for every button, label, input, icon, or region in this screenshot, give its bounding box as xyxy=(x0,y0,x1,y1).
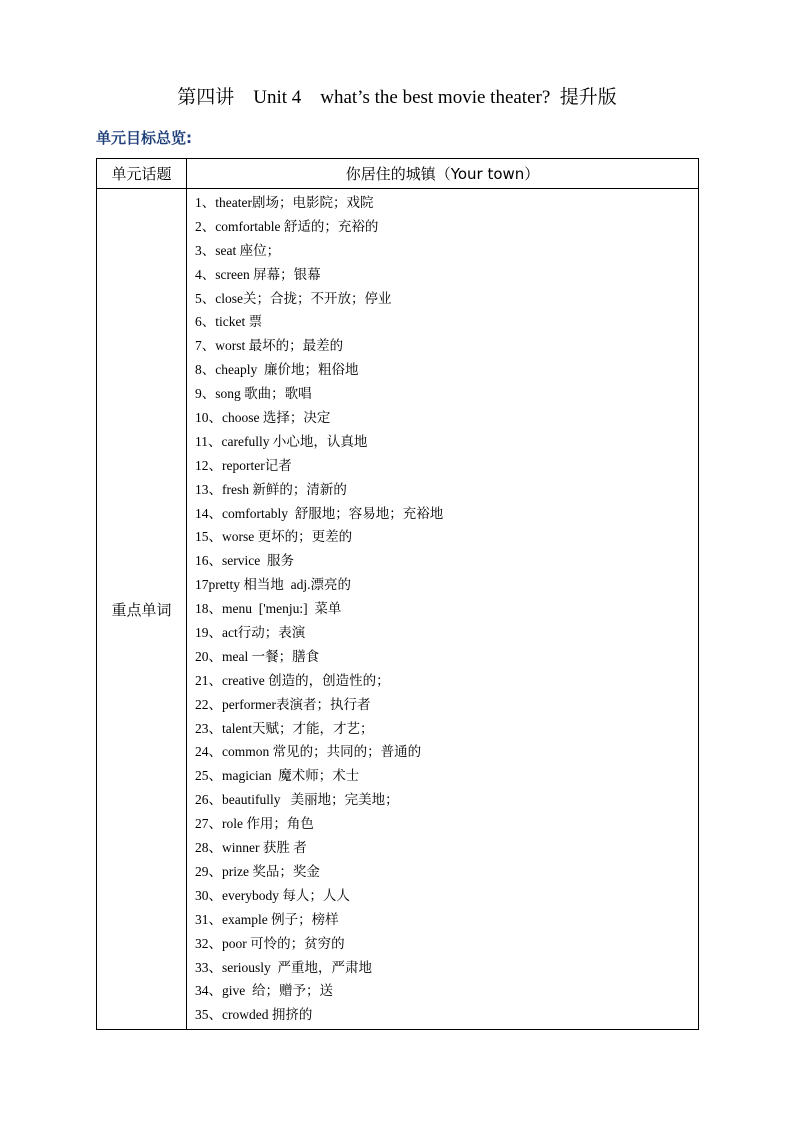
vocab-item: 23、talent天赋；才能，才艺； xyxy=(195,720,374,736)
vocab-item: 13、fresh 新鲜的；清新的 xyxy=(195,481,347,497)
vocab-item: 18、menu ['menju:] 菜单 xyxy=(195,601,342,617)
vocab-item: 15、worse 更坏的；更差的 xyxy=(195,529,353,545)
vocab-item: 27、role 作用；角色 xyxy=(195,816,314,832)
unit-overview-table xyxy=(96,158,699,1030)
topic-content-cell: 你居住的城镇（Your town） xyxy=(187,159,699,189)
vocab-item: 10、choose 选择；决定 xyxy=(195,410,331,426)
vocab-label-cell: 重点单词 xyxy=(97,189,187,1030)
topic-label-cell: 单元话题 xyxy=(97,159,187,189)
section-heading: 单元目标总览: xyxy=(96,129,192,147)
vocab-item: 21、creative 创造的，创造性的； xyxy=(195,672,390,688)
vocab-item: 25、magician 魔术师；术士 xyxy=(195,768,360,784)
vocab-item: 9、song 歌曲；歌唱 xyxy=(195,386,312,402)
vocab-item: 31、example 例子；榜样 xyxy=(195,911,339,927)
vocab-item: 11、carefully 小心地，认真地 xyxy=(195,433,368,449)
vocab-item: 28、winner 获胜 者 xyxy=(195,840,307,856)
vocab-item: 12、reporter记者 xyxy=(195,457,292,473)
vocab-item: 34、give 给；赠予；送 xyxy=(195,983,333,999)
vocab-item: 3、seat 座位； xyxy=(195,242,281,258)
vocab-item: 2、comfortable 舒适的；充裕的 xyxy=(195,218,379,234)
vocab-item: 17pretty 相当地 adj.漂亮的 xyxy=(195,577,351,593)
vocab-item: 4、screen 屏幕；银幕 xyxy=(195,266,321,282)
vocab-list xyxy=(187,189,698,1029)
page-title: 第四讲 Unit 4 what’s the best movie theater? 提升版 xyxy=(177,87,617,108)
vocab-item: 6、ticket 票 xyxy=(195,314,263,330)
vocab-item: 32、poor 可怜的；贫穷的 xyxy=(195,935,345,951)
vocab-item: 35、crowded 拥挤的 xyxy=(195,1007,313,1023)
vocab-item: 8、cheaply 廉价地；粗俗地 xyxy=(195,362,359,378)
vocab-item: 20、meal 一餐；膳食 xyxy=(195,648,320,664)
vocab-item: 22、performer表演者；执行者 xyxy=(195,696,371,712)
vocab-row xyxy=(97,189,699,1030)
vocab-item: 5、close关；合拢；不开放；停业 xyxy=(195,290,392,306)
vocab-item: 24、common 常见的；共同的；普通的 xyxy=(195,744,422,760)
vocab-item: 7、worst 最坏的；最差的 xyxy=(195,338,344,354)
vocab-content-cell xyxy=(187,189,699,1030)
vocab-item: 30、everybody 每人；人人 xyxy=(195,887,350,903)
vocab-item: 29、prize 奖品；奖金 xyxy=(195,863,320,879)
topic-row xyxy=(97,159,699,189)
vocab-item: 33、seriously 严重地，严肃地 xyxy=(195,959,372,975)
vocab-item: 14、comfortably 舒服地；容易地；充裕地 xyxy=(195,505,444,521)
vocab-item: 26、beautifully 美丽地；完美地； xyxy=(195,792,399,808)
vocab-item: 16、service 服务 xyxy=(195,553,294,569)
vocab-item: 1、theater剧场；电影院；戏院 xyxy=(195,195,374,210)
vocab-item: 19、act行动；表演 xyxy=(195,625,306,641)
